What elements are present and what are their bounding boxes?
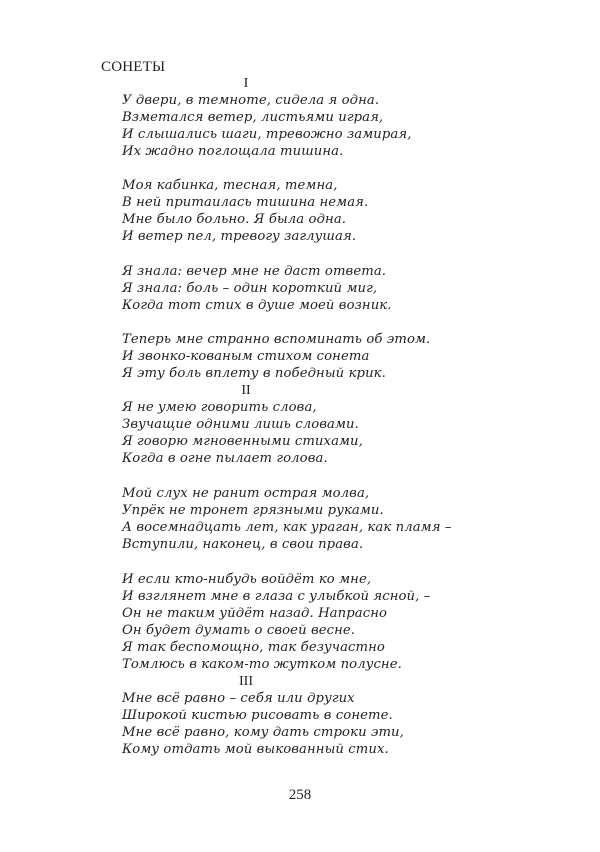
poem-line: Теперь мне странно вспоминать об этом. bbox=[122, 332, 431, 347]
poem-line: Я не умею говорить слова, bbox=[122, 400, 317, 415]
poem-line: И ветер пел, тревогу заглушая. bbox=[122, 229, 357, 244]
poem-line: Когда тот стих в душе моей возник. bbox=[122, 298, 392, 313]
poem-line: Он будет думать о своей весне. bbox=[122, 623, 356, 638]
poem-line: Я говорю мгновенными стихами, bbox=[122, 434, 363, 449]
poem-line: Моя кабинка, тесная, темна, bbox=[122, 178, 338, 193]
poem-line: В ней притаилась тишина немая. bbox=[122, 195, 369, 210]
poem-line: Их жадно поглощала тишина. bbox=[122, 144, 344, 159]
sonnet-2-numeral: II bbox=[241, 383, 251, 398]
poem-line: Взметался ветер, листьями играя, bbox=[122, 110, 384, 125]
poem-line: Мне всё равно – себя или других bbox=[122, 691, 355, 706]
sonnet-3-numeral: III bbox=[239, 674, 253, 689]
poem-line: И взглянет мне в глаза с улыбкой ясной, – bbox=[122, 589, 431, 604]
poem-line: И звонко-кованым стихом сонета bbox=[122, 349, 370, 364]
poem-line: Вступили, наконец, в свои права. bbox=[122, 537, 364, 552]
poem-line: Мой слух не ранит острая молва, bbox=[122, 486, 370, 501]
page-number: 258 bbox=[288, 787, 312, 803]
poem-line: У двери, в темноте, сидела я одна. bbox=[122, 93, 380, 108]
poem-line: Звучащие одними лишь словами. bbox=[122, 417, 359, 432]
poem-line: Кому отдать мой выкованный стих. bbox=[122, 742, 389, 757]
poem-line: Я знала: вечер мне не даст ответа. bbox=[122, 264, 387, 279]
poem-line: А восемнадцать лет, как ураган, как пламя – bbox=[122, 520, 452, 535]
poem-line: Томлюсь в каком-то жутком полусне. bbox=[122, 657, 402, 672]
poem-line: Я так беспомощно, так безучастно bbox=[122, 640, 385, 655]
poem-line: Упрёк не тронет грязными руками. bbox=[122, 503, 384, 518]
poem-line: Я эту боль вплету в победный крик. bbox=[122, 366, 386, 381]
poem-line: Он не таким уйдёт назад. Напрасно bbox=[122, 606, 388, 621]
poem-line: И если кто-нибудь войдёт ко мне, bbox=[122, 572, 372, 587]
poem-line: Мне было больно. Я была одна. bbox=[122, 212, 347, 227]
poem-line: И слышались шаги, тревожно замирая, bbox=[122, 127, 412, 142]
section-title: СОНЕТЫ bbox=[101, 59, 166, 75]
poem-line: Мне всё равно, кому дать строки эти, bbox=[122, 725, 404, 740]
poem-line: Я знала: боль – один короткий миг, bbox=[122, 281, 378, 296]
poem-line: Широкой кистью рисовать в сонете. bbox=[122, 708, 393, 723]
sonnet-1-numeral: I bbox=[243, 76, 249, 91]
poem-line: Когда в огне пылает голова. bbox=[122, 451, 328, 466]
